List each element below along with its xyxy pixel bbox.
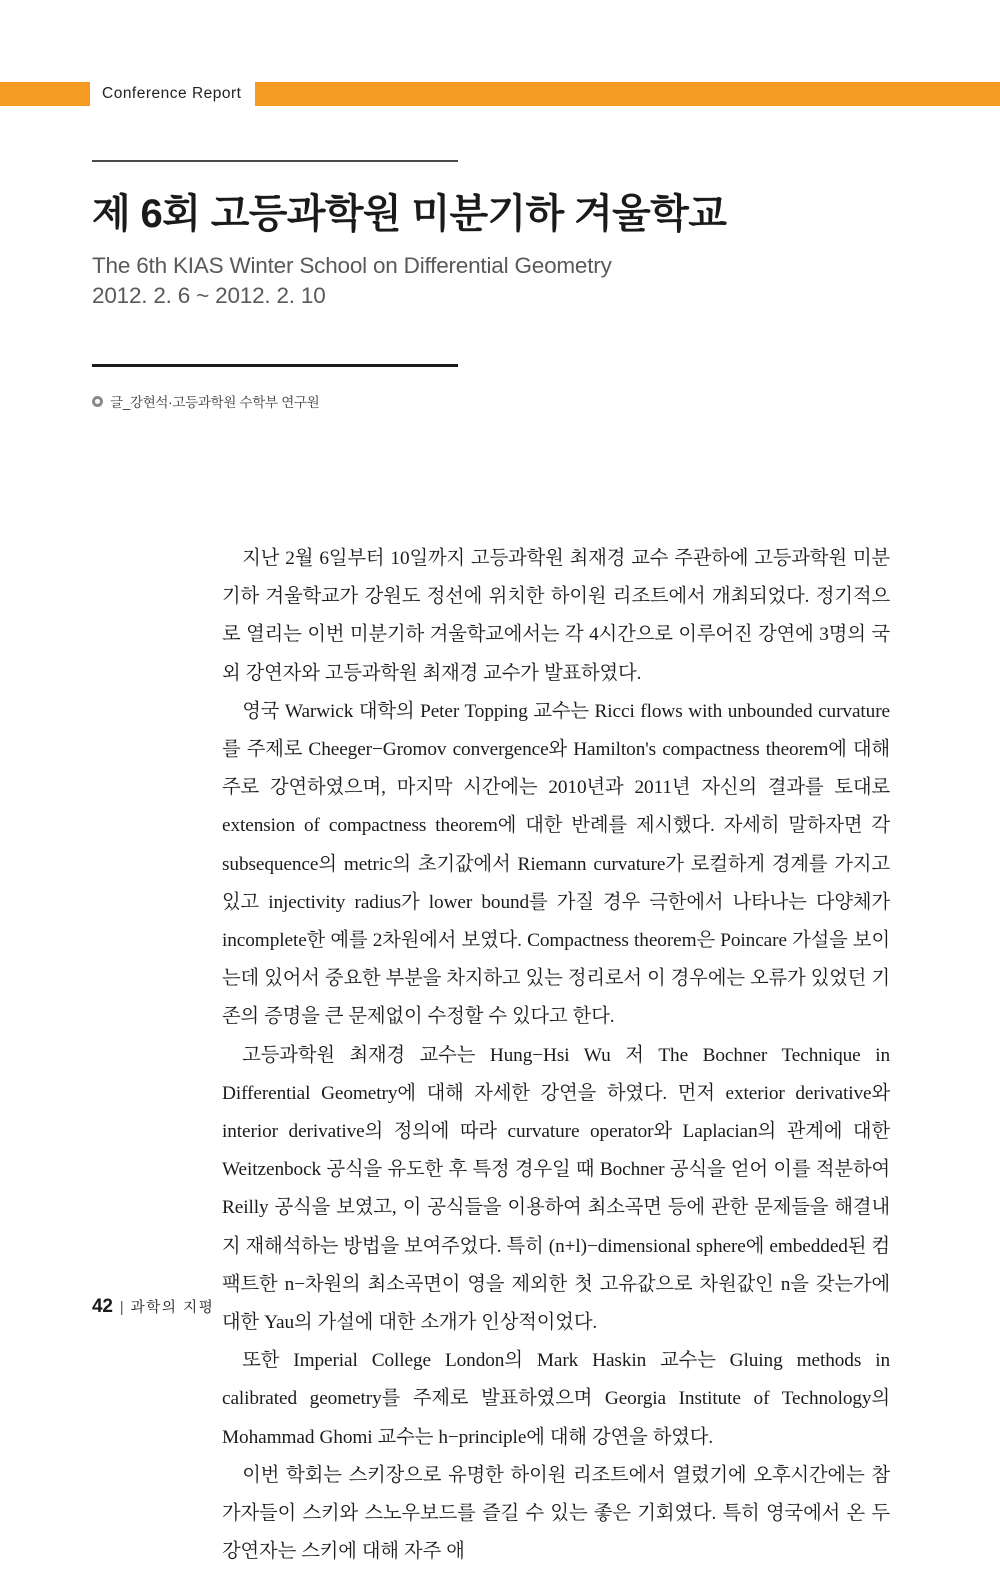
byline-text: 글_강현석·고등과학원 수학부 연구원 xyxy=(110,395,320,410)
header-band-right-accent xyxy=(255,82,1000,106)
title-block xyxy=(92,160,727,312)
page-subtitle-line-1: The 6th KIAS Winter School on Differential Geometry xyxy=(92,252,612,278)
running-header xyxy=(0,82,1000,106)
body-paragraph: 또한 Imperial College London의 Mark Haskin 교수는 Gluing methods in calibrated geometry를 주제로 발표하였으며 Georgia Institute of Technology의 Mohammad Ghomi 교수는 h−principle에 대해 강연을 하였다. xyxy=(222,1350,890,1448)
header-band-left-accent xyxy=(0,82,90,106)
page-number: 42 xyxy=(92,1296,113,1317)
byline xyxy=(92,391,319,411)
title-top-rule xyxy=(92,160,458,162)
page-subtitle xyxy=(92,251,612,312)
title-bottom-rule xyxy=(92,364,458,367)
body-paragraph: 이번 학회는 스키장으로 유명한 하이원 리조트에서 열렸기에 오후시간에는 참가자들이 스키와 스노우보드를 즐길 수 있는 좋은 기회였다. 특히 영국에서 온 두 강연자는 스키에 대해 자주 애 xyxy=(222,1464,890,1563)
page-footer xyxy=(92,1296,214,1318)
page-subtitle-line-2: 2012. 2. 6 ~ 2012. 2. 10 xyxy=(92,283,326,309)
footer-separator: | xyxy=(119,1299,124,1316)
body-paragraph: 영국 Warwick 대학의 Peter Topping 교수는 Ricci flows with unbounded curvature를 주제로 Cheeger−Gromov convergence와 Hamilton's compactness theorem에 대해 주로 강연하였으며, 마지막 시간에는 2010년과 2011년 자신의 결과를 토대로 extension of compactness theorem에 대한 반례를 제시했다. 자세히 말하자면 각 subsequence의 metric의 초기값에서 Riemann curvature가 로컬하게 경계를 가지고 있고 injectivity radius가 lower bound를 가질 경우 극한에서 나타나는 다양체가 incomplete한 예를 2차원에서 보였다. Compactness theorem은 Poincare 가설을 보이는데 있어서 중요한 부분을 차지하고 있는 정리로서 이 경우에는 오류가 있었던 기존의 증명을 큰 문제없이 수정할 수 있다고 한다. xyxy=(222,700,890,1028)
page-title: 제 6회 고등과학원 미분기하 겨울학교 xyxy=(92,192,727,236)
ring-circle-icon xyxy=(92,396,103,407)
body-paragraph: 고등과학원 최재경 교수는 Hung−Hsi Wu 저 The Bochner Technique in Differential Geometry에 대해 자세한 강연을 하였다. 먼저 exterior derivative와 interior derivative의 정의에 따라 curvature operator와 Laplacian의 관계에 대한 Weitzenbock 공식을 유도한 후 특정 경우일 때 Bochner 공식을 얻어 이를 적분하여 Reilly 공식을 보였고, 이 공식들을 이용하여 최소곡면 등에 관한 문제들을 해결내지 재해석하는 방법을 보여주었다. 특히 (n+l)−dimensional sphere에 embedded된 컴팩트한 n−차원의 최소곡면이 영을 제외한 첫 고유값으로 차원값인 n을 갖는가에 대한 Yau의 가설에 대한 소개가 인상적이었다. xyxy=(222,1044,890,1334)
article-body xyxy=(222,540,890,1571)
body-paragraph: 지난 2월 6일부터 10일까지 고등과학원 최재경 교수 주관하에 고등과학원 미분기하 겨울학교가 강원도 정선에 위치한 하이원 리조트에서 개최되었다. 정기적으로 열리는 이번 미분기하 겨울학교에서는 각 4시간으로 이루어진 강연에 3명의 국외 강연자와 고등과학원 최재경 교수가 발표하였다. xyxy=(222,548,890,684)
section-label: Conference Report xyxy=(90,82,255,106)
publication-name: 과학의 지평 xyxy=(130,1300,215,1316)
